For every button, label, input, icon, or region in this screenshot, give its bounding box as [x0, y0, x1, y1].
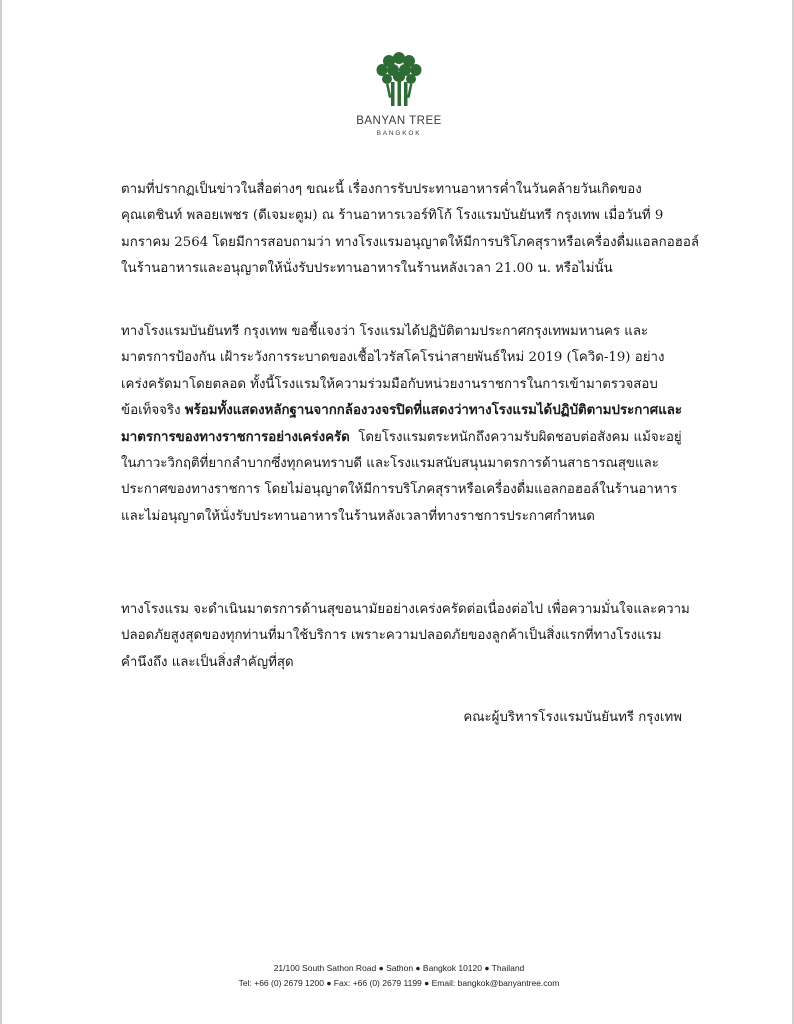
footer-contact: Tel: +66 (0) 2679 1200 ● Fax: +66 (0) 2679 1199 ● Email: bangkok@banyantree.com	[238, 978, 560, 988]
text-line: คำนึงถึง และเป็นสิ่งสำคัญที่สุด	[121, 654, 294, 670]
text-line: มกราคม 2564 โดยมีการสอบถามว่า ทางโรงแรมอนุญาตให้มีการบริโภคสุราหรือเครื่องดื่มแอลกอฮอล์	[121, 234, 699, 250]
text-line: ในร้านอาหารและอนุญาตให้นั่งรับประทานอาหารในร้านหลังเวลา 21.00 น. หรือไม่นั้น	[121, 261, 613, 277]
footer-address: 21/100 South Sathon Road ● Sathon ● Bangkok 10120 ● Thailand	[273, 963, 525, 973]
text-line: คุณเตชินท์ พลอยเพชร (ดีเจมะตูม) ณ ร้านอาหารเวอร์ทิโก้ โรงแรมบันยันทรี กรุงเทพ เมื่อวันที่ 9	[121, 208, 664, 224]
paragraph-1	[121, 177, 699, 283]
brand-name: BANYAN TREE	[356, 115, 442, 127]
bold-text: พร้อมทั้งแสดงหลักฐานจากกล้องวงจรปิดที่แสดงว่าทางโรงแรมได้ปฏิบัติตามประกาศและ	[184, 403, 683, 419]
text-plain: โดยโรงแรมตระหนักถึงความรับผิดชอบต่อสังคม แม้จะอยู่	[349, 429, 682, 445]
text-plain: ข้อเท็จจริง	[121, 403, 185, 419]
text-line: ในภาวะวิกฤติที่ยากลำบากซึ่งทุกคนทราบดี และโรงแรมสนับสนุนมาตรการด้านสาธารณสุขและ	[121, 456, 659, 472]
text-line	[121, 425, 681, 451]
paragraph-3	[121, 597, 690, 676]
text-line: ทางโรงแรมบันยันทรี กรุงเทพ ขอชี้แจงว่า โรงแรมได้ปฏิบัติตามประกาศกรุงเทพมหานคร และ	[121, 324, 649, 339]
brand-subtitle: BANGKOK	[376, 130, 422, 137]
banyan-tree-logo-icon	[369, 48, 429, 108]
text-line: ปลอดภัยสูงสุดของทุกท่านที่มาใช้บริการ เพราะความปลอดภัยของลูกค้าเป็นสิ่งแรกที่ทางโรงแรม	[121, 628, 662, 644]
text-line: ตามที่ปรากฏเป็นข่าวในสื่อต่างๆ ขณะนี้ เรื่องการรับประทานอาหารค่ำในวันคล้ายวันเกิดของ	[121, 182, 642, 197]
text-line: ทางโรงแรม จะดำเนินมาตรการด้านสุขอนามัยอย่างเคร่งครัดต่อเนื่องต่อไป เพื่อความมั่นใจและความ	[121, 602, 690, 617]
text-line	[121, 398, 681, 424]
paragraph-2	[121, 319, 681, 530]
text-line: และไม่อนุญาตให้นั่งรับประทานอาหารในร้านหลังเวลาที่ทางราชการประกาศกำหนด	[121, 508, 595, 524]
bold-text: มาตรการของทางราชการอย่างเคร่งครัด	[121, 429, 350, 445]
text-line: เคร่งครัดมาโดยตลอด ทั้งนี้โรงแรมให้ความร่วมมือกับหน่วยงานราชการในการเข้ามาตรวจสอบ	[121, 376, 658, 392]
text-line: มาตรการป้องกัน เฝ้าระวังการระบาดของเชื้อไวรัสโคโรน่าสายพันธ์ใหม่ 2019 (โควิด-19) อย่าง	[121, 350, 665, 366]
signature: คณะผู้บริหารโรงแรมบันยันทรี กรุงเทพ	[463, 710, 682, 725]
text-line: ประกาศของทางราชการ โดยไม่อนุญาตให้มีการบริโภคสุราหรือเครื่องดื่มแอลกอฮอล์ในร้านอาหาร	[121, 482, 678, 498]
